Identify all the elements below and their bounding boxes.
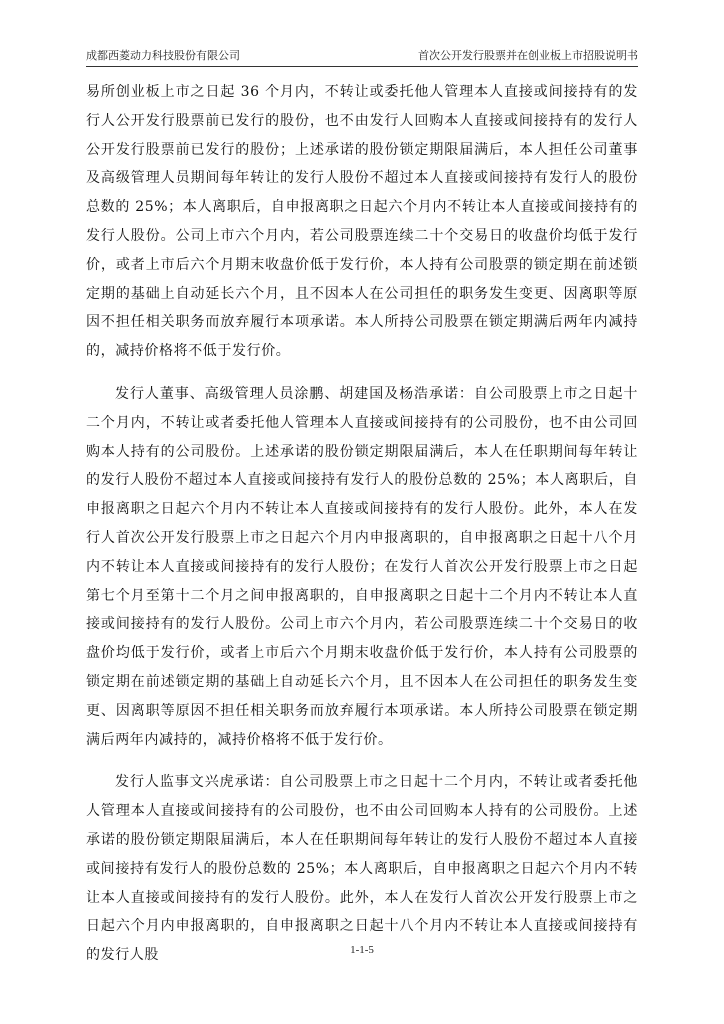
page-header [86,49,638,67]
document-body [86,78,638,984]
document-title: 首次公开发行股票并在创业板上市招股说明书 [418,49,638,62]
page-number: 1-1-5 [350,944,374,956]
paragraph-supervisor-commitment: 发行人监事文兴虎承诺：自公司股票上市之日起十二个月内，不转让或者委托他人管理本人直接或间接持有的公司股份，也不由公司回购本人持有的公司股份。上述承诺的股份锁定期限届满后，本人在任职期间每年转让的发行人股份不超过本人直接或间接持有发行人的股份总数的 25%；本人离职后，自申报离职之日起六个月内不转让本人直接或间接持有的发行人股份。此外，本人在发行人首次公开发行股票上市之日起六个月内申报离职的，自申报离职之日起十八个月内不转让本人直接或间接持有的发行人股 [86,774,638,964]
paragraph-directors-commitment: 发行人董事、高级管理人员涂鹏、胡建国及杨浩承诺：自公司股票上市之日起十二个月内，不转让或者委托他人管理本人直接或间接持有的公司股份，也不由公司回购本人持有的公司股份。上述承诺的股份锁定期限届满后，本人在任职期间每年转让的发行人股份不超过本人直接或间接持有发行人的股份总数的 25%；本人离职后，自申报离职之日起六个月内不转让本人直接或间接持有的发行人股份。此外，本人在发行人首次公开发行股票上市之日起六个月内申报离职的，自申报离职之日起十八个月内不转让本人直接或间接持有的发行人股份；在发行人首次公开发行股票上市之日起第七个月至第十二个月之间申报离职的，自申报离职之日起十二个月内不转让本人直接或间接持有的发行人股份。公司上市六个月内，若公司股票连续二十个交易日的收盘价均低于发行价，或者上市后六个月期末收盘价低于发行价，本人持有公司股票的锁定期在前述锁定期的基础上自动延长六个月，且不因本人在公司担任的职务发生变更、因离职等原因不担任相关职务而放弃履行本项承诺。本人所持公司股票在锁定期满后两年内减持的，减持价格将不低于发行价。 [86,385,638,748]
company-name: 成都西菱动力科技股份有限公司 [86,49,240,62]
paragraph-continued: 易所创业板上市之日起 36 个月内，不转让或委托他人管理本人直接或间接持有的发行人公开发行股票前已发行的股份，也不由发行人回购本人直接或间接持有的发行人公开发行股票前已发行的股份；上述承诺的股份锁定期限届满后，本人担任公司董事及高级管理人员期间每年转让的发行人股份不超过本人直接或间接持有发行人的股份总数的 25%；本人离职后，自申报离职之日起六个月内不转让本人直接或间接持有的发行人股份。公司上市六个月内，若公司股票连续二十个交易日的收盘价均低于发行价，或者上市后六个月期末收盘价低于发行价，本人持有公司股票的锁定期在前述锁定期的基础上自动延长六个月，且不因本人在公司担任的职务发生变更、因离职等原因不担任相关职务而放弃履行本项承诺。本人所持公司股票在锁定期满后两年内减持的，减持价格将不低于发行价。 [86,84,638,360]
